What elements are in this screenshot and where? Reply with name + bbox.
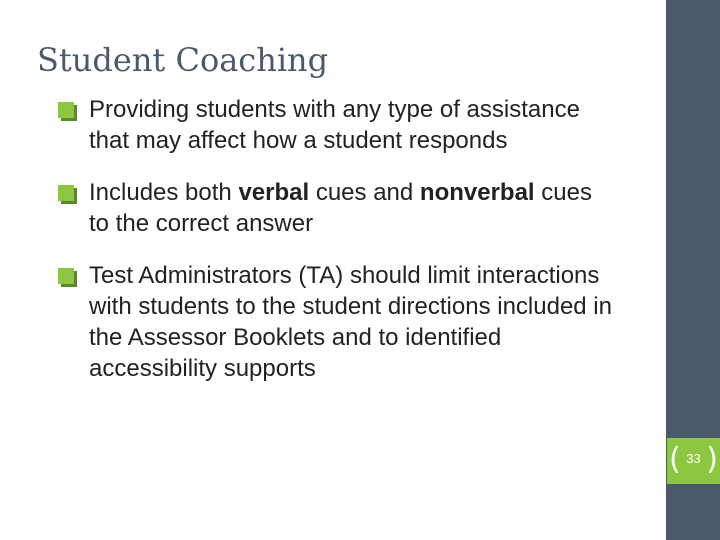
bullet-text: Test Administrators (TA) should limit interactions with students to the student directions included in the Assessor Booklets and to identified accessibility supports (89, 262, 612, 382)
page-number-badge (667, 438, 720, 484)
square-bullet-icon (58, 185, 77, 204)
page-number: 33 (686, 451, 701, 466)
bullet-text-part: cues and (309, 179, 420, 206)
bullet-item (58, 94, 618, 156)
bullet-bold-term: nonverbal (419, 179, 535, 206)
bullet-text: Providing students with any type of assistance that may affect how a student responds (89, 96, 580, 154)
square-bullet-icon (58, 102, 77, 121)
bullet-item (58, 177, 618, 239)
square-bullet-icon (58, 268, 77, 287)
slide-title: Student Coaching (37, 41, 329, 79)
bullet-text-part: cues to the correct answer (89, 179, 592, 237)
bullet-text-part: Includes both (89, 179, 239, 206)
bullet-bold-term: verbal (238, 179, 310, 206)
bullet-item (58, 260, 618, 384)
right-bracket-icon: ) (706, 442, 718, 477)
bullet-list (58, 94, 618, 405)
left-bracket-icon: ( (669, 442, 681, 477)
